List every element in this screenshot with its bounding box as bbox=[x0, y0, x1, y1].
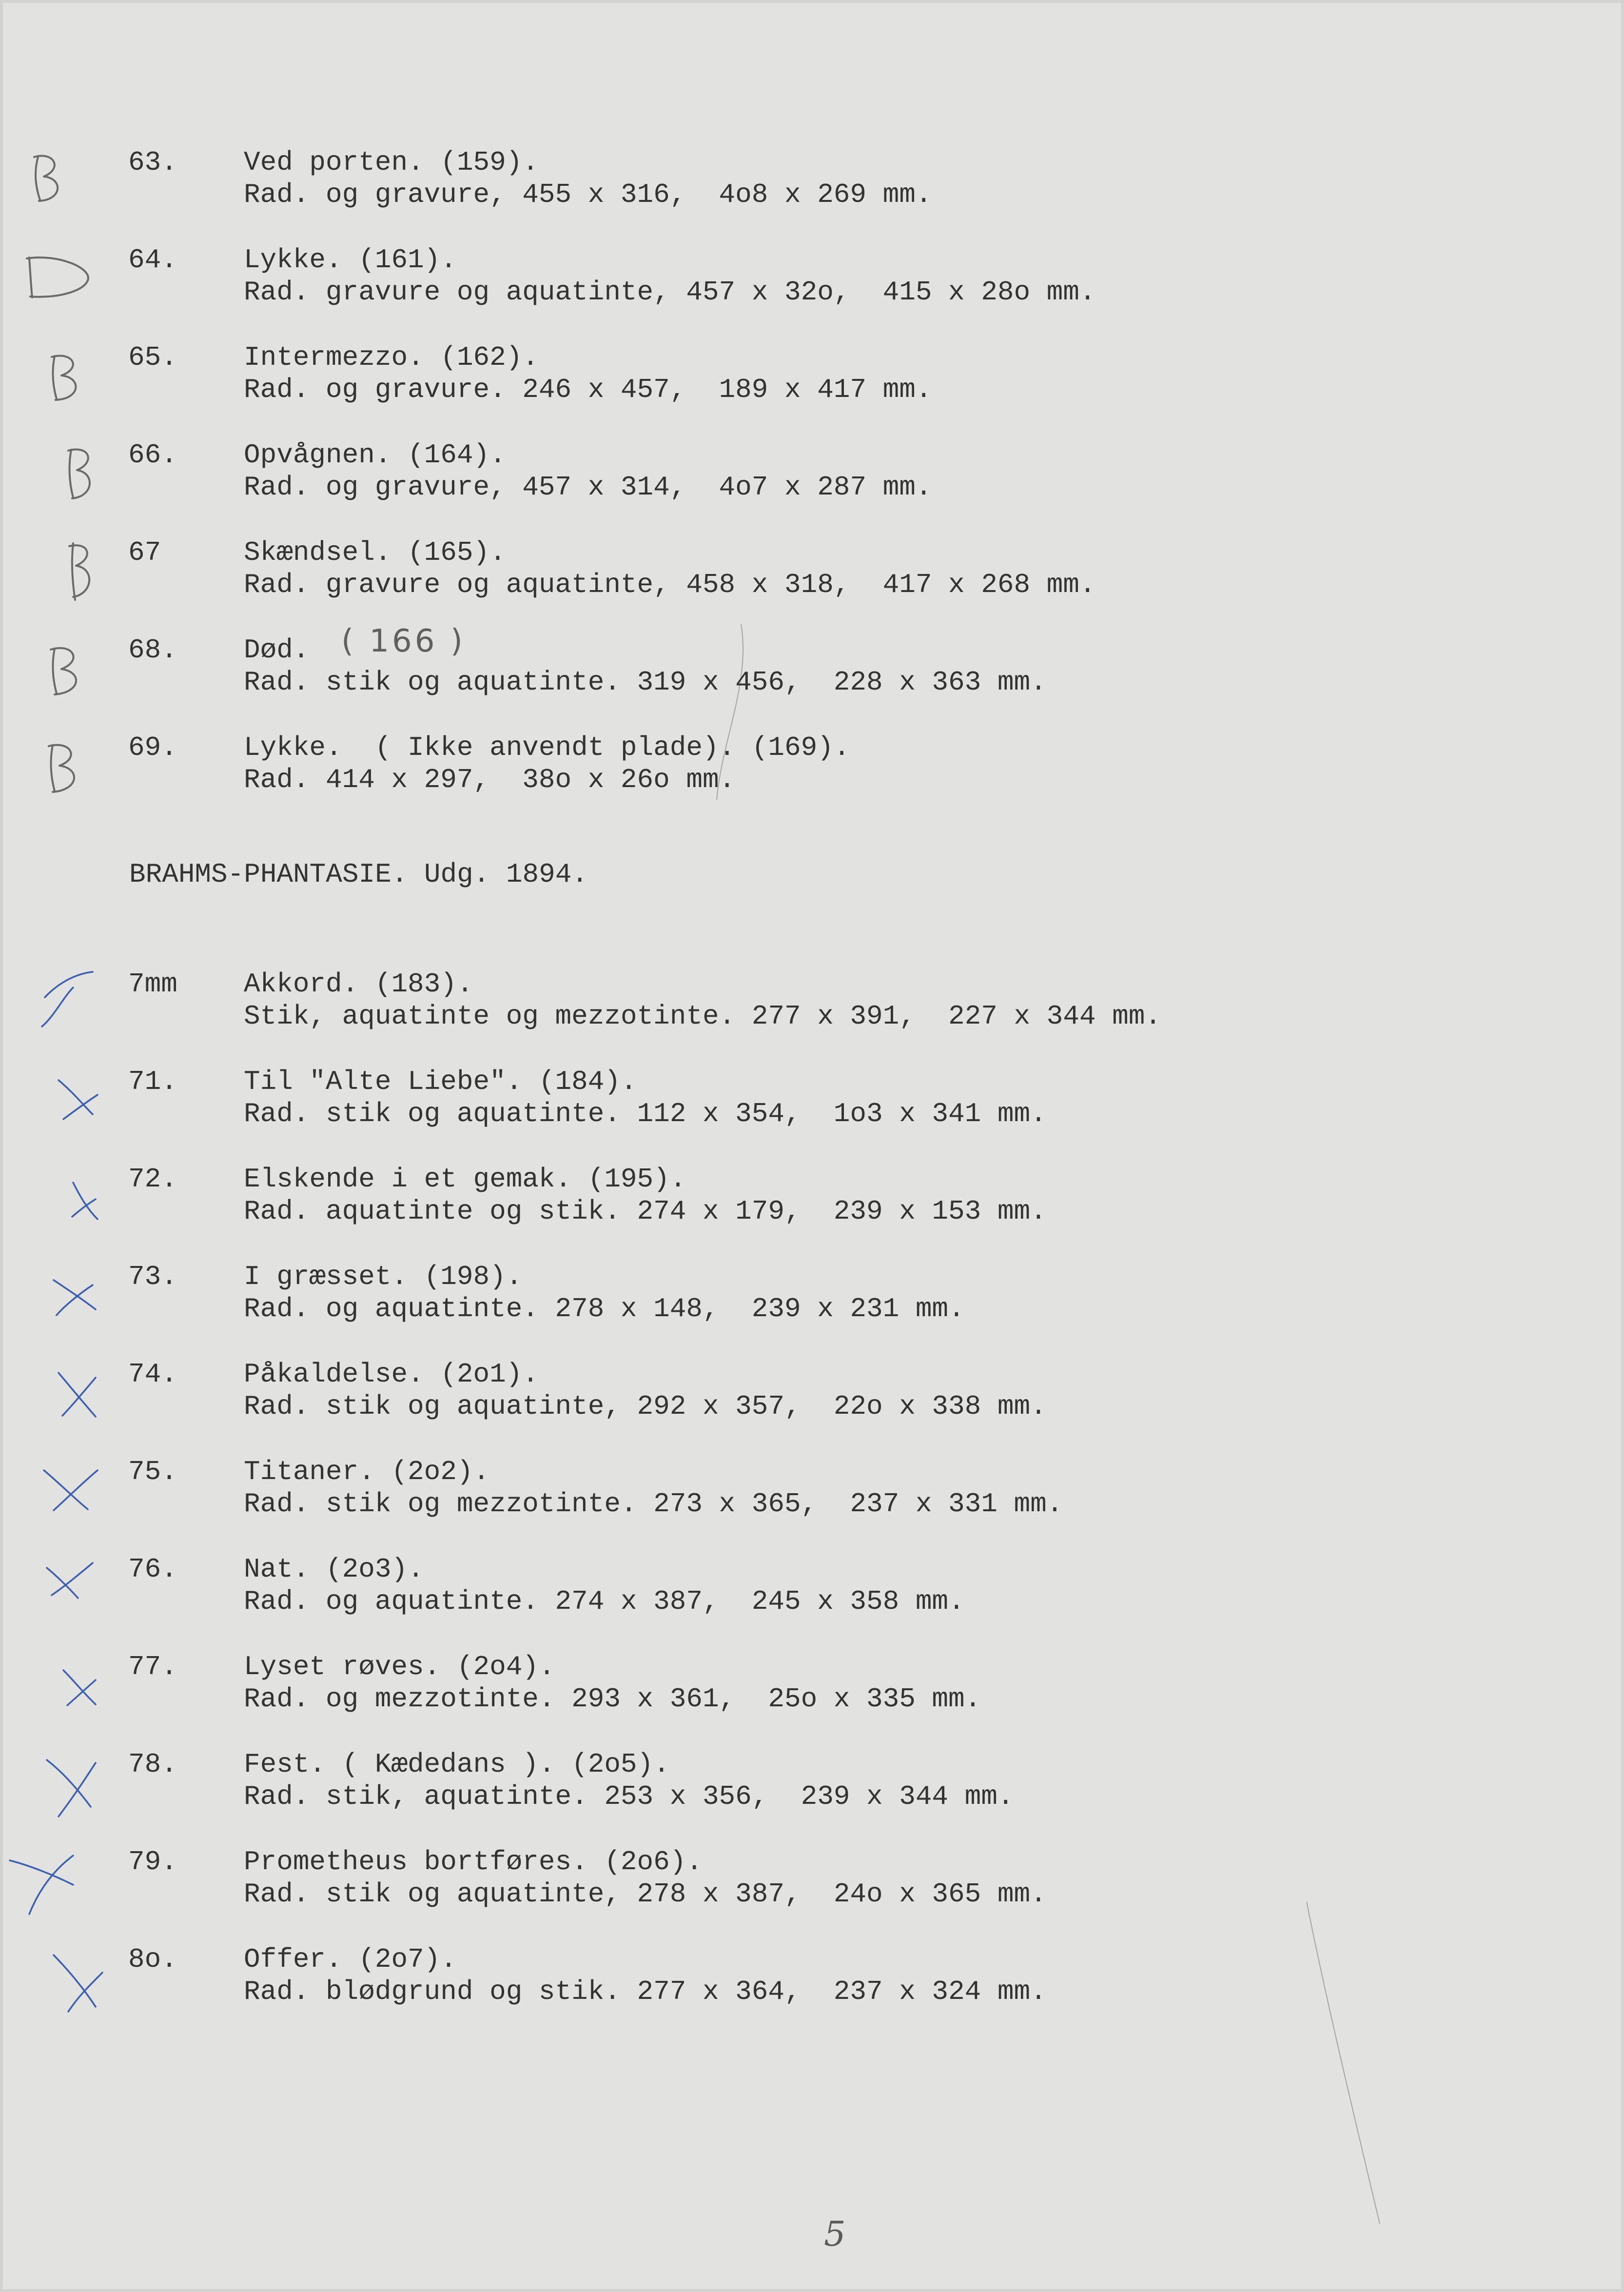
margin-mark-x bbox=[0, 1066, 98, 1134]
margin-mark-b bbox=[0, 731, 98, 800]
entry-title: Ved porten. (159). bbox=[244, 147, 539, 178]
entry-number: 78. bbox=[128, 1749, 177, 1780]
entry-number: 7mm bbox=[128, 968, 177, 1000]
entry-number: 71. bbox=[128, 1066, 177, 1097]
margin-mark-x bbox=[0, 968, 98, 1036]
catalog-entry-72 bbox=[0, 1163, 1624, 1231]
catalog-entry-79 bbox=[0, 1846, 1624, 1914]
entry-detail: Rad. og aquatinte. 274 x 387, 245 x 358 mm. bbox=[244, 1586, 965, 1617]
entry-title: Fest. ( Kædedans ). (2o5). bbox=[244, 1749, 670, 1780]
entry-detail: Rad. og gravure. 246 x 457, 189 x 417 mm. bbox=[244, 374, 932, 405]
catalog-entry-63 bbox=[0, 146, 1624, 215]
margin-mark-d bbox=[0, 244, 98, 312]
catalog-entry-77 bbox=[0, 1651, 1624, 1719]
entry-number: 68. bbox=[128, 634, 177, 666]
catalog-entry-70 bbox=[0, 968, 1624, 1036]
entry-title: Påkaldelse. (2o1). bbox=[244, 1359, 539, 1390]
entry-number: 8o. bbox=[128, 1944, 177, 1975]
entry-title: Offer. (2o7). bbox=[244, 1944, 457, 1975]
entry-detail: Rad. stik og aquatinte, 278 x 387, 24o x 365 mm. bbox=[244, 1878, 1047, 1910]
entry-number: 79. bbox=[128, 1846, 177, 1877]
margin-mark-x bbox=[0, 1163, 98, 1231]
entry-title: Til "Alte Liebe". (184). bbox=[244, 1066, 637, 1097]
margin-mark-x bbox=[0, 1943, 98, 2012]
entry-detail: Rad. gravure og aquatinte, 457 x 32o, 415 x 28o mm. bbox=[244, 277, 1096, 308]
entry-detail: Stik, aquatinte og mezzotinte. 277 x 391, 227 x 344 mm. bbox=[244, 1001, 1161, 1032]
entry-number: 64. bbox=[128, 244, 177, 276]
entry-title: Intermezzo. (162). bbox=[244, 342, 539, 373]
page-number: 5 bbox=[824, 2214, 846, 2254]
entry-title: Prometheus bortføres. (2o6). bbox=[244, 1846, 703, 1877]
entry-detail: Rad. aquatinte og stik. 274 x 179, 239 x 153 mm. bbox=[244, 1196, 1047, 1227]
entry-number: 72. bbox=[128, 1164, 177, 1195]
entry-number: 63. bbox=[128, 147, 177, 178]
entry-number: 73. bbox=[128, 1261, 177, 1292]
entry-number: 77. bbox=[128, 1651, 177, 1682]
catalog-entry-74 bbox=[0, 1358, 1624, 1426]
margin-mark-b bbox=[0, 146, 98, 215]
entry-detail: Rad. og gravure, 457 x 314, 4o7 x 287 mm. bbox=[244, 472, 932, 503]
section-heading: BRAHMS-PHANTASIE. Udg. 1894. bbox=[129, 859, 588, 890]
catalog-entry-76 bbox=[0, 1553, 1624, 1621]
entry-number: 69. bbox=[128, 732, 177, 763]
entry-number: 65. bbox=[128, 342, 177, 373]
margin-mark-x bbox=[0, 1748, 98, 1817]
entry-title: Akkord. (183). bbox=[244, 968, 473, 1000]
entry-number: 67 bbox=[128, 537, 161, 568]
catalog-entry-80 bbox=[0, 1943, 1624, 2012]
catalog-entry-78 bbox=[0, 1748, 1624, 1817]
entry-detail: Rad. og mezzotinte. 293 x 361, 25o x 335 mm. bbox=[244, 1683, 981, 1715]
entry-number: 74. bbox=[128, 1359, 177, 1390]
entry-detail: Rad. stik, aquatinte. 253 x 356, 239 x 344 mm. bbox=[244, 1781, 1014, 1812]
margin-mark-x bbox=[0, 1456, 98, 1524]
entry-title: Elskende i et gemak. (195). bbox=[244, 1164, 686, 1195]
entry-detail: Rad. 414 x 297, 38o x 26o mm. bbox=[244, 764, 736, 795]
catalog-entry-73 bbox=[0, 1261, 1624, 1329]
margin-mark-b bbox=[0, 634, 98, 702]
entry-number: 76. bbox=[128, 1554, 177, 1585]
entry-title: Lykke. (161). bbox=[244, 244, 457, 276]
entry-title: Lyset røves. (2o4). bbox=[244, 1651, 555, 1682]
catalog-entry-75 bbox=[0, 1456, 1624, 1524]
catalog-entry-65 bbox=[0, 341, 1624, 410]
entry-detail: Rad. blødgrund og stik. 277 x 364, 237 x 324 mm. bbox=[244, 1976, 1047, 2007]
entry-title: I græsset. (198). bbox=[244, 1261, 523, 1292]
margin-mark-b bbox=[0, 439, 98, 507]
margin-mark-x bbox=[0, 1553, 98, 1621]
entry-detail: Rad. stik og aquatinte. 319 x 456, 228 x 363 mm. bbox=[244, 667, 1047, 698]
catalog-entry-67 bbox=[0, 536, 1624, 605]
entry-title: Titaner. (2o2). bbox=[244, 1456, 490, 1487]
entry-detail: Rad. gravure og aquatinte, 458 x 318, 417 x 268 mm. bbox=[244, 569, 1096, 600]
entry-title: Lykke. ( Ikke anvendt plade). (169). bbox=[244, 732, 850, 763]
entry-title: Opvågnen. (164). bbox=[244, 439, 506, 471]
catalog-entry-68 bbox=[0, 623, 1624, 702]
entry-title: Død. bbox=[244, 634, 310, 666]
catalog-entry-66 bbox=[0, 439, 1624, 507]
entry-title: Skændsel. (165). bbox=[244, 537, 506, 568]
entry-number: 66. bbox=[128, 439, 177, 471]
entry-detail: Rad. og aquatinte. 278 x 148, 239 x 231 mm. bbox=[244, 1293, 965, 1324]
margin-mark-b bbox=[0, 341, 98, 410]
margin-mark-x bbox=[0, 1358, 98, 1426]
catalog-entry-64 bbox=[0, 244, 1624, 312]
entry-detail: Rad. stik og aquatinte, 292 x 357, 22o x 338 mm. bbox=[244, 1391, 1047, 1422]
margin-mark-x bbox=[0, 1651, 98, 1719]
entry-number: 75. bbox=[128, 1456, 177, 1487]
margin-mark-b bbox=[0, 536, 98, 605]
entry-detail: Rad. og gravure, 455 x 316, 4o8 x 269 mm. bbox=[244, 179, 932, 210]
entry-title: Nat. (2o3). bbox=[244, 1554, 424, 1585]
margin-mark-x bbox=[0, 1261, 98, 1329]
entry-detail: Rad. stik og aquatinte. 112 x 354, 1o3 x 341 mm. bbox=[244, 1098, 1047, 1129]
margin-mark-x bbox=[0, 1846, 98, 1914]
catalog-entry-69 bbox=[0, 731, 1624, 800]
handwritten-annotation: ( 166 ) bbox=[341, 623, 466, 659]
entry-detail: Rad. stik og mezzotinte. 273 x 365, 237 x 331 mm. bbox=[244, 1488, 1063, 1520]
catalog-entry-71 bbox=[0, 1066, 1624, 1134]
